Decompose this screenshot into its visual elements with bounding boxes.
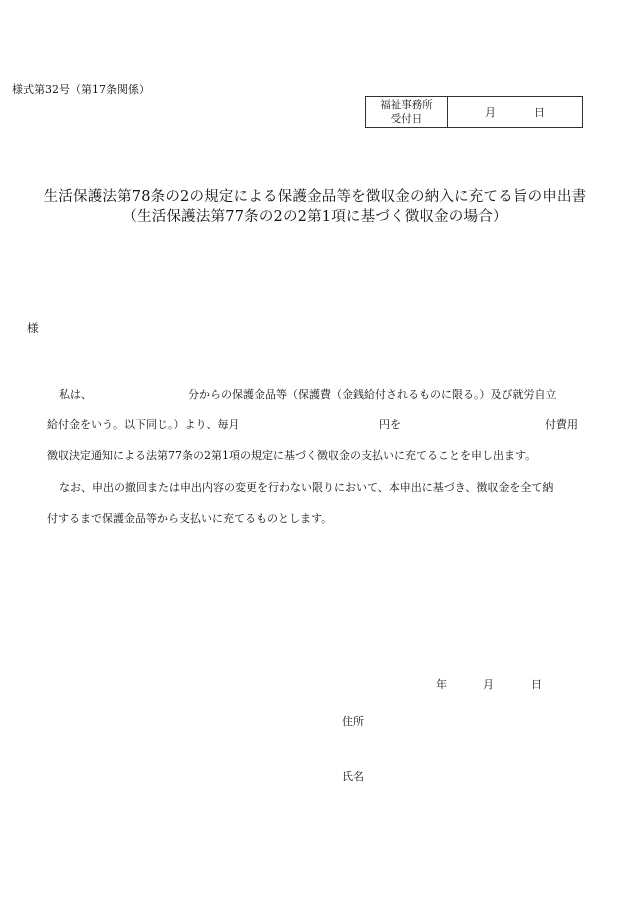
addressee-honorific: 様 [27,321,39,335]
body-p1-start: 私は、 [59,388,92,401]
body-line2-yen: 円を [379,418,401,431]
form-number: 様式第32号（第17条関係） [12,83,150,96]
reception-label-date: 受付日 [390,113,423,125]
address-label: 住所 [342,715,364,728]
name-label: 氏名 [342,770,364,783]
body-line5: 付するまで保護金品等から支払いに充てるものとします。 [47,512,333,525]
document-title: 生活保護法第78条の2の規定による保護金品等を徴収金の納入に充てる旨の申出書 [43,189,587,205]
body-line4: なお、申出の撤回または申出内容の変更を行わない限りにおいて、本申出に基づき、徴収金を全て納 [59,481,554,494]
date-month-unit: 月 [483,678,494,691]
body-line2-end: 付費用 [545,418,578,431]
reception-date-field[interactable] [448,97,582,127]
body-p1-mid: 分からの保護金品等（保護費（金銭給付されるものに限る。）及び就労自立 [188,388,557,401]
reception-box [365,96,583,128]
body-line2-start: 給付金をいう。以下同じ。）より、毎月 [47,418,240,431]
date-day-unit: 日 [531,678,542,691]
document-subtitle: （生活保護法第77条の2の2第1項に基づく徴収金の場合） [122,209,508,225]
date-year-unit: 年 [436,678,447,691]
reception-label-office: 福祉事務所 [380,99,433,111]
reception-label [366,97,448,127]
body-line3: 徴収決定通知による法第77条の2第1項の規定に基づく徴収金の支払いに充てることを申し出ます。 [47,449,537,462]
reception-day-unit: 日 [534,106,545,119]
reception-month-unit: 月 [485,106,496,119]
